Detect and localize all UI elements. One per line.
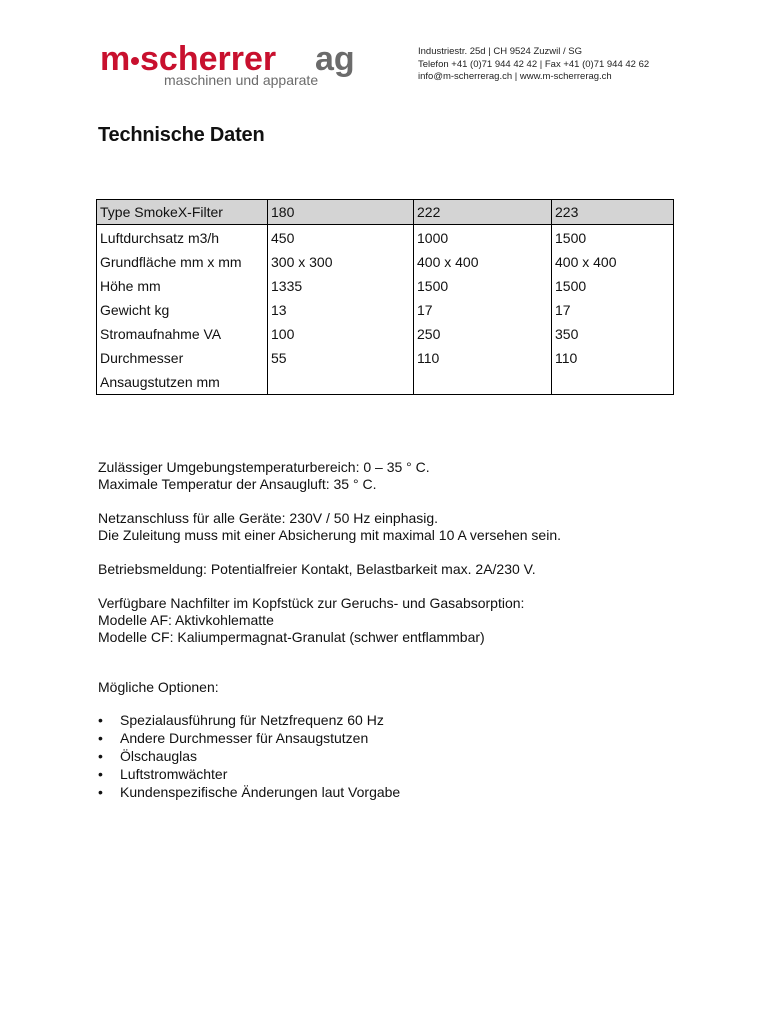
row-label-cell: Luftdurchsatz m3/h	[97, 225, 268, 251]
bullet-icon: •	[98, 712, 103, 728]
text-line: Verfügbare Nachfilter im Kopfstück zur Geruchs- und Gasabsorption:	[98, 595, 525, 611]
row-label-cell: Gewicht kg	[97, 298, 268, 322]
value-cell: 250	[414, 322, 552, 346]
page-title: Technische Daten	[98, 124, 265, 146]
row-label-cell: Durchmesser	[97, 346, 268, 370]
list-item	[98, 783, 400, 801]
options-heading	[98, 679, 219, 696]
table-row	[97, 250, 674, 274]
list-item	[98, 747, 400, 765]
value-cell	[268, 370, 414, 395]
text-line: Modelle CF: Kaliumpermagnat-Granulat (schwer entflammbar)	[98, 629, 485, 645]
row-label-cell: Ansaugstutzen mm	[97, 370, 268, 395]
value-cell: 110	[414, 346, 552, 370]
logo-tagline: maschinen und apparate	[164, 72, 319, 88]
value-cell: 1500	[414, 274, 552, 298]
text-line: Betriebsmeldung: Potentialfreier Kontakt, Belastbarkeit max. 2A/230 V.	[98, 561, 536, 577]
logo-m: m	[100, 40, 131, 78]
text-line: Netzanschluss für alle Geräte: 230V / 50 Hz einphasig.	[98, 510, 439, 526]
list-item	[98, 729, 400, 747]
option-text: Kundenspezifische Änderungen laut Vorgabe	[120, 784, 401, 800]
value-cell: 13	[268, 298, 414, 322]
list-item	[98, 711, 400, 729]
header-cell-type: Type SmokeX-Filter	[97, 200, 268, 225]
bullet-icon: •	[98, 766, 103, 782]
table-row	[97, 322, 674, 346]
text-line: Maximale Temperatur der Ansaugluft: 35 ° C.	[98, 476, 377, 492]
bullet-icon: •	[98, 748, 103, 764]
table-row	[97, 298, 674, 322]
power-paragraph	[98, 510, 561, 544]
value-cell: 1500	[552, 274, 674, 298]
temperature-paragraph	[98, 459, 430, 493]
table-row	[97, 274, 674, 298]
value-cell: 300 x 300	[268, 250, 414, 274]
header-cell-222: 222	[414, 200, 552, 225]
text-line: Mögliche Optionen:	[98, 679, 219, 695]
option-text: Andere Durchmesser für Ansaugstutzen	[120, 730, 369, 746]
table-header-row	[97, 200, 674, 225]
text-line: Zulässiger Umgebungstemperaturbereich: 0 – 35 ° C.	[98, 459, 430, 475]
logo-svg	[100, 40, 370, 88]
bullet-icon: •	[98, 730, 103, 746]
option-text: Spezialausführung für Netzfrequenz 60 Hz	[120, 712, 384, 728]
value-cell: 17	[552, 298, 674, 322]
row-label-cell: Höhe mm	[97, 274, 268, 298]
company-logo	[100, 40, 370, 88]
header-cell-223: 223	[552, 200, 674, 225]
value-cell: 1500	[552, 225, 674, 251]
value-cell: 450	[268, 225, 414, 251]
value-cell: 17	[414, 298, 552, 322]
header-cell-180: 180	[268, 200, 414, 225]
table-body	[97, 225, 674, 395]
value-cell: 1335	[268, 274, 414, 298]
table-row	[97, 370, 674, 395]
value-cell: 100	[268, 322, 414, 346]
row-label-cell: Grundfläche mm x mm	[97, 250, 268, 274]
contact-address: Industriestr. 25d | CH 9524 Zuzwil / SG	[418, 46, 583, 57]
value-cell: 1000	[414, 225, 552, 251]
filter-paragraph	[98, 595, 524, 646]
value-cell: 55	[268, 346, 414, 370]
logo-ag: ag	[315, 40, 355, 78]
value-cell: 110	[552, 346, 674, 370]
text-line: Modelle AF: Aktivkohlematte	[98, 612, 274, 628]
contact-block	[418, 46, 649, 84]
table-row	[97, 346, 674, 370]
value-cell	[414, 370, 552, 395]
operation-paragraph	[98, 561, 536, 578]
table-row	[97, 225, 674, 251]
value-cell: 400 x 400	[414, 250, 552, 274]
list-item	[98, 765, 400, 783]
value-cell	[552, 370, 674, 395]
specs-table	[96, 199, 674, 395]
options-list	[98, 711, 400, 801]
text-line: Die Zuleitung muss mit einer Absicherung mit maximal 10 A versehen sein.	[98, 527, 561, 543]
logo-dot-icon	[131, 57, 139, 65]
bullet-icon: •	[98, 784, 103, 800]
value-cell: 350	[552, 322, 674, 346]
contact-email-web: info@m-scherrerag.ch | www.m-scherrerag.ch	[418, 71, 612, 82]
row-label-cell: Stromaufnahme VA	[97, 322, 268, 346]
option-text: Ölschauglas	[120, 748, 198, 764]
logo-scherrer: scherrer	[140, 40, 277, 78]
contact-phone-fax: Telefon +41 (0)71 944 42 42 | Fax +41 (0)71 944 42 62	[418, 58, 650, 70]
value-cell: 400 x 400	[552, 250, 674, 274]
option-text: Luftstromwächter	[120, 766, 228, 782]
